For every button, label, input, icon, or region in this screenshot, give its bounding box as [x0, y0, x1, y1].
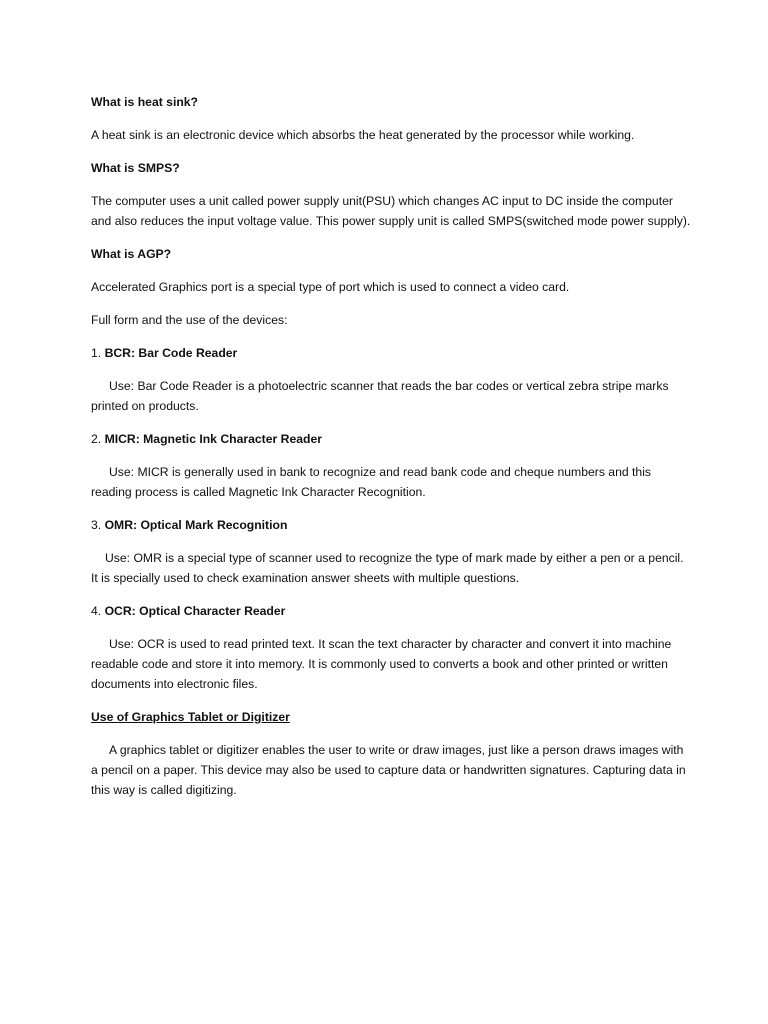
device-title-omr — [91, 515, 691, 535]
answer-heat-sink: A heat sink is an electronic device which absorbs the heat generated by the processor while working. — [91, 128, 635, 142]
answer-smps: The computer uses a unit called power supply unit(PSU) which changes AC input to DC inside the computer and also reduces the input voltage value. This power supply unit is called SMPS(switched mode power supply). — [91, 194, 691, 228]
device-name: BCR: Bar Code Reader — [104, 346, 238, 360]
question-agp: What is AGP? — [91, 247, 172, 261]
device-title-ocr — [91, 601, 691, 621]
device-use-micr: Use: MICR is generally used in bank to recognize and read bank code and cheque numbers and this reading process is called Magnetic Ink Character Recognition. — [91, 465, 651, 499]
device-number: 3. — [91, 518, 105, 532]
device-use-ocr: Use: OCR is used to read printed text. It scan the text character by character and convert it into machine readable code and store it into memory. It is commonly used to converts a book and other printed or written documents into electronic files. — [91, 637, 672, 691]
device-name: OCR: Optical Character Reader — [104, 604, 286, 618]
device-use-bcr: Use: Bar Code Reader is a photoelectric scanner that reads the bar codes or vertical zebra stripe marks printed on products. — [91, 379, 669, 413]
device-use-omr: Use: OMR is a special type of scanner used to recognize the type of mark made by either a pen or a pencil. It is specially used to check examination answer sheets with multiple questions. — [91, 551, 684, 585]
tablet-heading: Use of Graphics Tablet or Digitizer — [91, 710, 290, 724]
question-heat-sink: What is heat sink? — [91, 95, 198, 109]
question-smps: What is SMPS? — [91, 161, 180, 175]
document-page — [91, 92, 691, 813]
device-name: OMR: Optical Mark Recognition — [104, 518, 288, 532]
device-number: 2. — [91, 432, 105, 446]
device-title-micr — [91, 429, 691, 449]
device-title-bcr — [91, 343, 691, 363]
devices-intro: Full form and the use of the devices: — [91, 313, 288, 327]
tablet-text: A graphics tablet or digitizer enables the user to write or draw images, just like a person draws images with a pencil on a paper. This device may also be used to capture data or handwritten signatures. Capturing data in this way is called digitizing. — [91, 743, 686, 797]
device-number: 4. — [91, 604, 105, 618]
device-name: MICR: Magnetic Ink Character Reader — [104, 432, 322, 446]
answer-agp: Accelerated Graphics port is a special type of port which is used to connect a video card. — [91, 280, 570, 294]
device-number: 1. — [91, 346, 105, 360]
